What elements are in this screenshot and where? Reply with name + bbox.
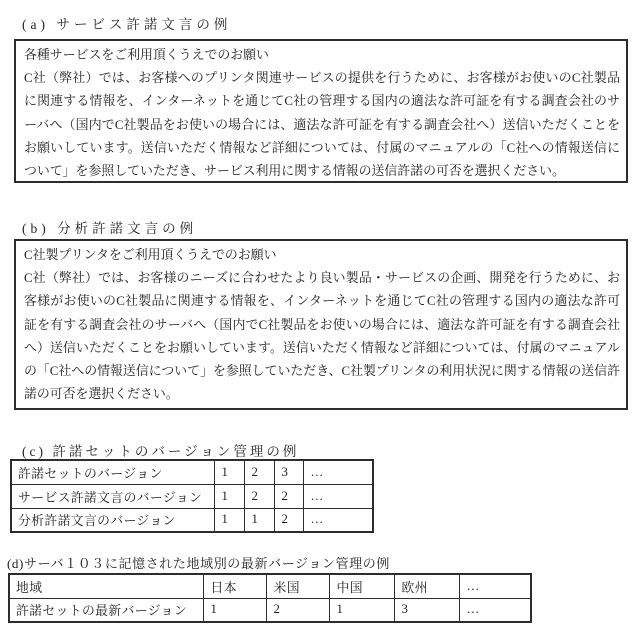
- value-cell: 1: [244, 508, 274, 532]
- section-a-heading: (a) サービス許諾文言の例: [22, 17, 232, 32]
- header-cell: 地域: [9, 574, 203, 598]
- header-cell: …: [459, 574, 531, 598]
- row-label-cell: 分析許諾文言のバージョン: [11, 508, 214, 532]
- box-title: 各種サービスをご利用頂くうえでのお願い: [24, 48, 269, 62]
- header-cell: 日本: [203, 574, 266, 598]
- value-cell: …: [303, 508, 373, 532]
- value-cell: …: [303, 484, 373, 508]
- value-cell: 1: [214, 508, 244, 532]
- table-row: [11, 508, 373, 532]
- table-header-row: [9, 574, 531, 598]
- section-c-heading: (c) 許諾セットのバージョン管理の例: [22, 444, 300, 459]
- row-label-cell: 許諾セットのバージョン: [11, 460, 214, 484]
- region-latest-version-table: [8, 573, 532, 623]
- row-label-cell: 許諾セットの最新バージョン: [9, 598, 203, 622]
- value-cell: 3: [394, 598, 459, 622]
- value-cell: 1: [203, 598, 266, 622]
- value-cell: 3: [274, 460, 303, 484]
- value-cell: 2: [244, 460, 274, 484]
- permission-set-version-table: [10, 459, 374, 533]
- value-cell: 2: [274, 484, 303, 508]
- value-cell: 2: [274, 508, 303, 532]
- section-b-heading: (b) 分析許諾文言の例: [22, 221, 198, 236]
- box-title: C社製プリンタをご利用頂くうえでのお願い: [24, 248, 277, 262]
- box-body: C社（弊社）では、お客様のニーズに合わせたより良い製品・サービスの企画、開発を行うために、お客様がお使いのC社製品に関連する情報を、インターネットを通じてC社の管理する国内の適法な許可証を有する調査会社のサーバへ（国内でC社製品をお使いの場合には、適法な許可証を有する調査会社へ）送信いただくことをお願いしています。送信いただく情報など詳細については、付属のマニュアルの「C社への情報送信について」を参照していただき、C社製プリンタの利用状況に関する情報の送信許諾の可否を選択ください。: [24, 271, 620, 402]
- value-cell: …: [459, 598, 531, 622]
- table-row: [9, 598, 531, 622]
- value-cell: …: [303, 460, 373, 484]
- table-row: [11, 460, 373, 484]
- header-cell: 米国: [266, 574, 329, 598]
- analysis-consent-text-box: [14, 239, 628, 410]
- value-cell: 2: [244, 484, 274, 508]
- value-cell: 1: [214, 484, 244, 508]
- section-d-heading: (d)サーバ１０３に記憶された地域別の最新バージョン管理の例: [7, 556, 390, 571]
- box-body: C社（弊社）では、お客様へのプリンタ関連サービスの提供を行うために、お客様がお使いのC社製品に関連する情報を、インターネットを通じてC社の管理する国内の適法な許可証を有する調査会社のサーバへ（国内でC社製品をお使いの場合には、適法な許可証を有する調査会社へ）送信いただくことをお願いしています。送信いただく情報など詳細については、付属のマニュアルの「C社への情報送信について」を参照していただき、サービス利用に関する情報の送信許諾の可否を選択ください。: [24, 71, 620, 179]
- header-cell: 中国: [329, 574, 394, 598]
- value-cell: 2: [266, 598, 329, 622]
- row-label-cell: サービス許諾文言のバージョン: [11, 484, 214, 508]
- value-cell: 1: [214, 460, 244, 484]
- table-row: [11, 484, 373, 508]
- value-cell: 1: [329, 598, 394, 622]
- header-cell: 欧州: [394, 574, 459, 598]
- service-consent-text-box: [14, 39, 628, 183]
